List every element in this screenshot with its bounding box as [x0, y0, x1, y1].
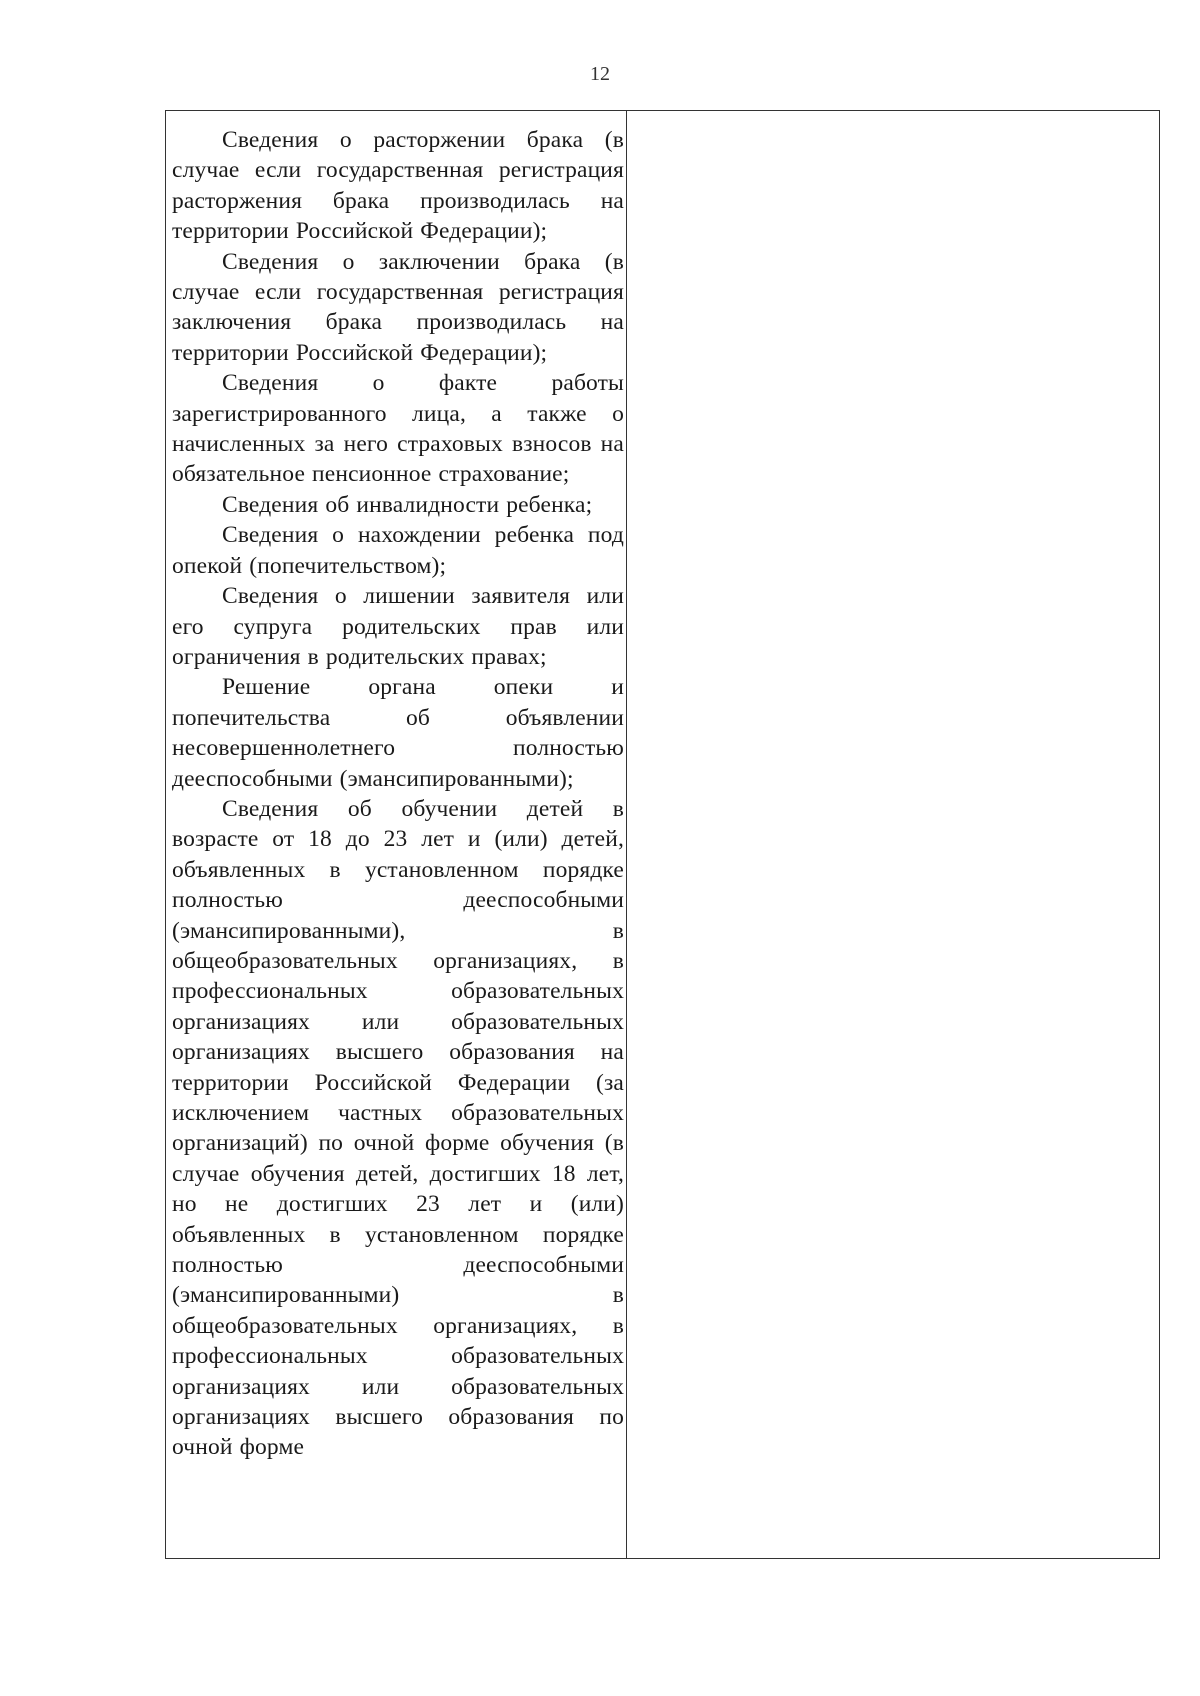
list-item: Сведения об инвалидности ребенка; — [222, 491, 593, 518]
list-item: Сведения о расторжении брака (в случае если государственная регистрация расторжения брака производилась на территории Российской Федерации); — [172, 127, 624, 245]
list-item: Сведения о заключении брака (в случае если государственная регистрация заключения брака производилась на территории Российской Федерации); — [172, 248, 624, 366]
table-cell-left — [172, 125, 624, 1463]
column-divider — [626, 111, 627, 1558]
list-item: Сведения об обучении детей в возрасте от 18 до 23 лет и (или) детей, объявленных в установленном порядке полностью дееспособными (эмансипированными), в общеобразовательных организациях, в профессиональных образовательных организациях или образовательных организациях высшего образования на территории Российской Федерации (за исключением частных образовательных организаций) по очной форме обучения (в случае обучения детей, достигших 18 лет, но не достигших 23 лет и (или) объявленных в установленном порядке полностью дееспособными (эмансипированными) в общеобразовательных организациях, в профессиональных образовательных организациях или образовательных организациях высшего образования по очной форме — [172, 795, 624, 1461]
table-cell-right — [628, 111, 1159, 1558]
list-item: Решение органа опеки и попечительства об объявлении несовершеннолетнего полностью дееспособными (эмансипированными); — [172, 674, 624, 792]
list-item: Сведения о лишении заявителя или его супруга родительских прав или ограничения в родительских правах; — [172, 583, 624, 670]
page-number: 12 — [590, 63, 610, 85]
list-item: Сведения о нахождении ребенка под опекой (попечительством); — [172, 522, 624, 579]
document-table — [165, 110, 1160, 1559]
list-item: Сведения о факте работы зарегистрированного лица, а также о начисленных за него страховых взносов на обязательное пенсионное страхование; — [172, 370, 624, 488]
